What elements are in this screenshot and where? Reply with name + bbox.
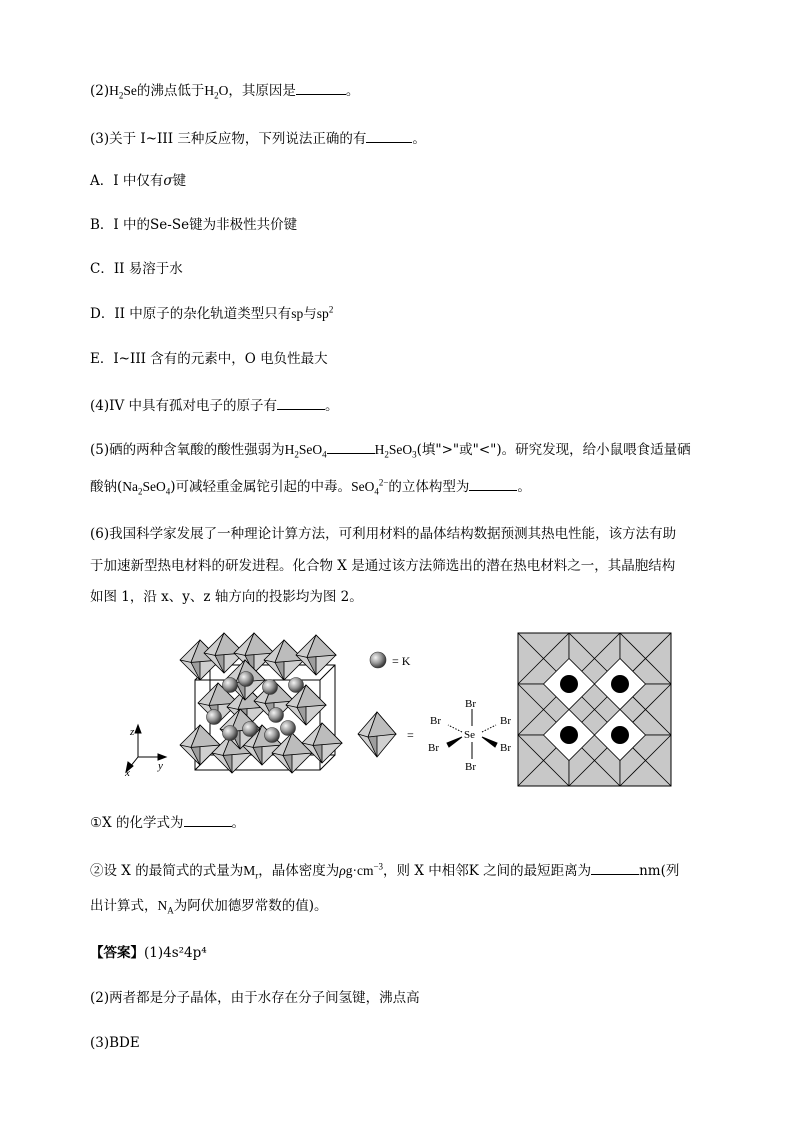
k-atom xyxy=(243,722,258,737)
crystal-figures xyxy=(0,625,794,795)
sigma-symbol: σ xyxy=(163,173,173,189)
octahedra xyxy=(180,633,342,773)
formula-h2seo3: $H_2SeO_3$ xyxy=(374,442,417,460)
unit-cell-figure xyxy=(124,633,342,779)
k-atom xyxy=(239,672,254,687)
formula-na: $N_A$ xyxy=(157,898,174,916)
option-c: C．II 易溶于水 xyxy=(90,261,183,277)
sub-question-1: ①X 的化学式为 。 xyxy=(90,812,704,833)
legend xyxy=(358,652,511,773)
question-5-line-2: 酸钠$(Na_2SeO_4)$可减轻重金属铊引起的中毒。SeO$_4^{2-}$的立体构型为 。 xyxy=(90,477,531,497)
formula-seo4-2minus: SeO$_4^{2-}$ xyxy=(351,477,389,497)
formula-sp2: $sp^2$ xyxy=(316,304,334,321)
formula-h2se: $H_2Se$ xyxy=(109,83,137,101)
octahedron-icon xyxy=(358,712,396,757)
k-ball-icon xyxy=(370,652,386,668)
k-atom xyxy=(223,678,238,693)
br-upper-right-label: Br xyxy=(500,715,511,727)
k-atom xyxy=(269,708,284,723)
octahedron xyxy=(296,635,336,675)
br-lower-left-label: Br xyxy=(428,742,439,754)
k-atom xyxy=(223,726,238,741)
question-6-line-2: 于加速新型热电材料的研发进程。化合物 X 是通过该方法筛选出的潜在热电材料之一，其晶胞结构 xyxy=(90,558,676,574)
formula-h2seo4: $H_2SeO_4$ xyxy=(284,442,327,460)
axis-y-label: y xyxy=(158,760,163,772)
k-projection-dot xyxy=(560,726,578,744)
k-atom xyxy=(265,728,280,743)
answer-line-3: (3)BDE xyxy=(90,1035,140,1051)
sub-question-2-line-1: ②设 X 的最简式的式量为$M_r$，晶体密度为$\rho g\cdot cm^{-3}$，则 X 中相邻K 之间的最短距离为 nm(列 xyxy=(90,861,680,881)
answer-blank[interactable] xyxy=(184,812,232,827)
legend-k-label: = K xyxy=(392,654,411,668)
k-projection-dot xyxy=(611,675,629,693)
projection-grid xyxy=(518,633,671,786)
question-3: (3)关于 I~III 三种反应物，下列说法正确的有 。 xyxy=(90,128,704,149)
option-d: D．II 中原子的杂化轨道类型只有sp与$sp^2$ xyxy=(90,304,334,322)
br-bottom-label: Br xyxy=(465,761,476,773)
se-label: Se xyxy=(464,729,475,741)
option-e: E．I~III 含有的元素中，O 电负性最大 xyxy=(90,351,328,367)
sub-question-2-line-2: 出计算式，$N_A$为阿伏加德罗常数的值)。 xyxy=(90,898,328,916)
octahedron xyxy=(264,640,304,680)
answer-line-1: 【答案】(1)4s²4p⁴ xyxy=(90,945,207,961)
br-top-label: Br xyxy=(465,698,476,710)
question-2: $(2)H_2Se$的沸点低于$H_2O$，其原因是 。 xyxy=(90,80,704,101)
octahedron xyxy=(180,725,220,765)
option-a: A．I 中仅有σ键 xyxy=(90,173,187,189)
axis-x-label: x xyxy=(125,767,130,779)
k-projection-dot xyxy=(560,675,578,693)
br-lower-right-label: Br xyxy=(500,742,511,754)
k-projection-dot xyxy=(611,726,629,744)
formula-mr: $M_r$ xyxy=(243,863,259,881)
formula-h2o: $H_2O$ xyxy=(204,83,229,101)
question-6-line-1: (6)我国科学家发展了一种理论计算方法，可利用材料的晶体结构数据预测其热电性能，该方法有助 xyxy=(90,526,677,542)
formula-density-unit: $\rho g\cdot cm^{-3}$ xyxy=(339,861,384,878)
answer-blank[interactable] xyxy=(366,128,412,143)
k-atom xyxy=(263,680,278,695)
br-upper-left-label: Br xyxy=(430,715,441,727)
answer-blank[interactable] xyxy=(296,80,346,95)
axis-z-label: z xyxy=(130,726,135,738)
answer-blank[interactable] xyxy=(327,439,375,454)
question-4: (4)IV 中具有孤对电子的原子有 。 xyxy=(90,395,704,416)
k-atom xyxy=(289,678,304,693)
question-6-line-3: 如图 1，沿 x、y、z 轴方向的投影均为图 2。 xyxy=(90,589,363,605)
question-5-line-1: (5)硒的两种含氧酸的酸性强弱为$H_2SeO_4$ $H_2SeO_3$(填">"或"<")。研究发现，给小鼠喂食适量硒 xyxy=(90,439,704,460)
formula-sp: sp xyxy=(291,306,304,321)
answer-blank[interactable] xyxy=(277,395,325,410)
answer-blank[interactable] xyxy=(469,476,517,491)
formula-na2seo4: $Na_2SeO_4$ xyxy=(122,479,171,497)
k-atom xyxy=(281,721,296,736)
answer-blank[interactable] xyxy=(591,860,639,875)
projection-figure xyxy=(518,633,671,786)
legend-equals: = xyxy=(407,728,414,742)
k-atom xyxy=(207,710,222,725)
answer-line-2: (2)两者都是分子晶体，由于水存在分子间氢键，沸点高 xyxy=(90,990,420,1006)
option-b: B．I 中的Se-Se键为非极性共价键 xyxy=(90,217,298,233)
